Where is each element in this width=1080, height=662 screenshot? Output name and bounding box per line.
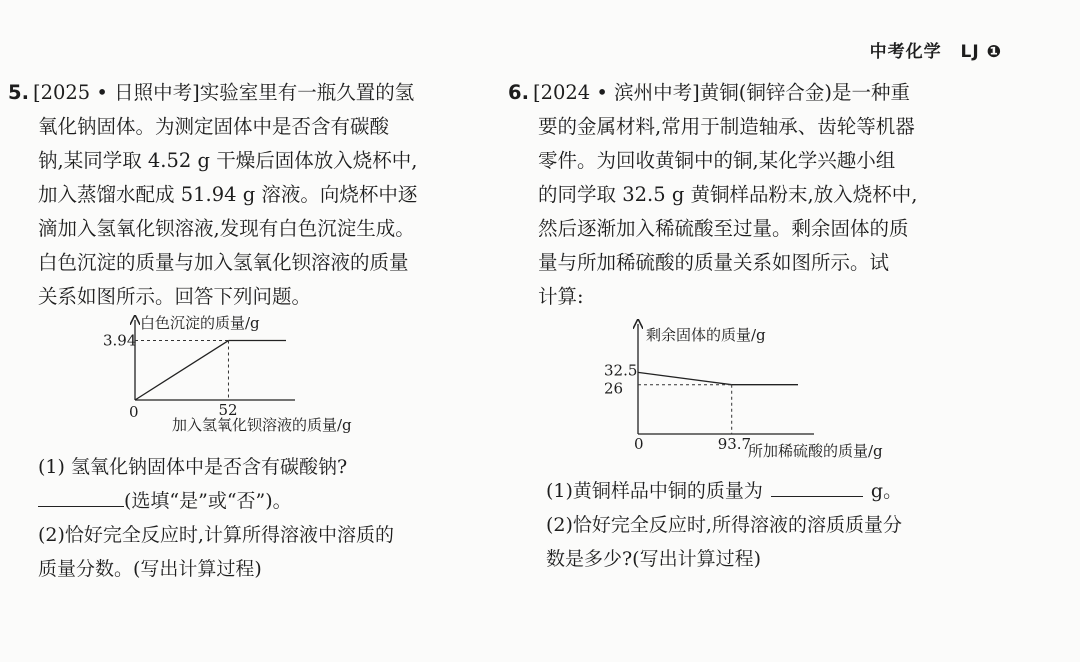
q5-y-tick: 3.94 (103, 331, 137, 350)
q5-line-0 (8, 76, 478, 110)
q6-chart (598, 318, 928, 466)
q6-sub2-line2: 数是多少?(写出计算过程) (546, 548, 762, 570)
q6-x-tick: 93.7 (717, 435, 752, 453)
q5-y-label: 白色沉淀的质量/g (140, 314, 260, 332)
q5-x-tick: 52 (218, 401, 238, 419)
q5-sub2-line1: (2)恰好完全反应时,计算所得溶液中溶质的 (38, 524, 394, 546)
q6-line-5: 量与所加稀硫酸的质量关系如图所示。试 (538, 251, 890, 274)
q6-answer-blank[interactable] (771, 478, 863, 497)
q6-number: 6. (508, 81, 529, 104)
header-title: 中考化学 (869, 42, 942, 62)
q5-line-5: 白色沉淀的质量与加入氢氧化钡溶液的质量 (38, 251, 409, 274)
q6-sub1-text: (1)黄铜样品中铜的质量为 (546, 480, 763, 502)
q5-line-4: 滴加入氢氧化钡溶液,发现有白色沉淀生成。 (38, 217, 415, 240)
q5-line-2: 钠,某同学取 4.52 g 干燥后固体放入烧杯中, (38, 149, 418, 172)
q6-y-tick: 26 (604, 379, 624, 398)
q5-sub1-answer-line (38, 484, 394, 518)
question-5 (8, 76, 478, 314)
q6-sub1 (546, 474, 902, 508)
q6-line-0 (508, 76, 1008, 110)
q5-sub1 (38, 450, 394, 484)
q6-subquestions (546, 474, 902, 576)
question-6 (508, 76, 1008, 314)
q5-sub2-line2: 质量分数。(写出计算过程) (38, 558, 262, 580)
q6-stem-text: [2024 • 滨州中考]黄铜(铜锌合金)是一种重 (532, 81, 910, 104)
q5-line-1: 氧化钠固体。为测定固体中是否含有碳酸 (38, 115, 390, 138)
q5-answer-blank[interactable] (38, 488, 124, 507)
q5-sub1-hint: (选填“是”或“否”)。 (124, 490, 292, 512)
q6-y-label: 剩余固体的质量/g (646, 326, 766, 344)
q6-line-2: 零件。为回收黄铜中的铜,某化学兴趣小组 (538, 149, 896, 172)
q6-y-tick: 32.5 (604, 361, 638, 380)
q5-number: 5. (8, 81, 29, 104)
q6-line-6: 计算: (538, 285, 584, 308)
q5-sub1-text: (1) 氢氧化钠固体中是否含有碳酸钠? (38, 456, 348, 478)
q5-chart (90, 312, 420, 440)
page-header (870, 37, 1002, 62)
q5-x-label: 加入氢氧化钡溶液的质量/g (172, 416, 352, 434)
q5-subquestions (38, 450, 394, 586)
q5-origin-label: 0 (129, 403, 139, 421)
q6-line-4: 然后逐渐加入稀硫酸至过量。剩余固体的质 (538, 217, 909, 240)
q6-x-label: 所加稀硫酸的质量/g (748, 442, 883, 460)
q5-line-3: 加入蒸馏水配成 51.94 g 溶液。向烧杯中逐 (38, 183, 418, 206)
q6-origin-label: 0 (634, 435, 644, 453)
header-page-mark: ❶ (986, 42, 1002, 62)
q5-stem-text: [2025 • 日照中考]实验室里有一瓶久置的氢 (32, 81, 415, 104)
q6-series-segment (638, 372, 732, 384)
q5-line-6: 关系如图所示。回答下列问题。 (38, 285, 312, 308)
header-code: LJ (960, 42, 980, 62)
q6-line-1: 要的金属材料,常用于制造轴承、齿轮等机器 (538, 115, 915, 138)
q5-series-segment (135, 341, 228, 400)
q6-sub1-unit: g。 (870, 480, 903, 502)
q6-line-3: 的同学取 32.5 g 黄铜样品粉末,放入烧杯中, (538, 183, 918, 206)
q6-sub2-line1: (2)恰好完全反应时,所得溶液的溶质质量分 (546, 514, 902, 536)
